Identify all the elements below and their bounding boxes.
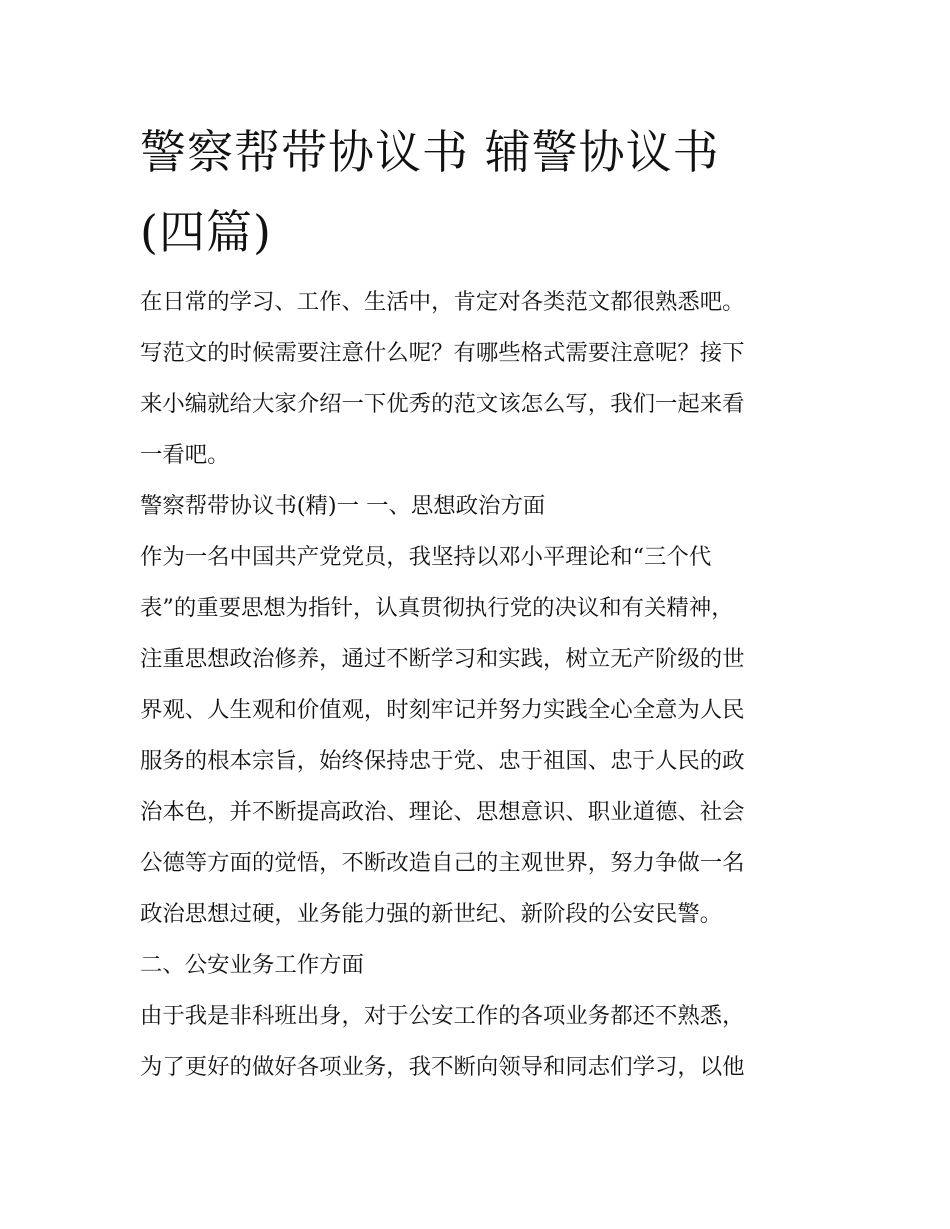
body-line-11: 治本色，并不断提高政治、理论、思想意识、职业道德、社会 bbox=[140, 799, 745, 825]
body-line-7: 表”的重要思想为指针，认真贯彻执行党的决议和有关精神， bbox=[140, 595, 734, 621]
body-line-16: 为了更好的做好各项业务，我不断向领导和同志们学习，以他 bbox=[140, 1054, 745, 1080]
title-line-2: (四篇) bbox=[140, 205, 272, 259]
body-line-4: 一看吧。 bbox=[140, 442, 230, 468]
body-line-3: 来小编就给大家介绍一下优秀的范文该怎么写，我们一起来看 bbox=[140, 391, 745, 417]
title-line-1: 警察帮带协议书 辅警协议书 bbox=[140, 125, 720, 179]
body-line-6: 作为一名中国共产党党员，我坚持以邓小平理论和“三个代 bbox=[140, 544, 712, 570]
body-line-12: 公德等方面的觉悟，不断改造自己的主观世界，努力争做一名 bbox=[140, 850, 745, 876]
body-line-13: 政治思想过硬，业务能力强的新世纪、新阶段的公安民警。 bbox=[140, 901, 723, 927]
body-line-8: 注重思想政治修养，通过不断学习和实践，树立无产阶级的世 bbox=[140, 646, 745, 672]
body-line-10: 服务的根本宗旨，始终保持忠于党、忠于祖国、忠于人民的政 bbox=[140, 748, 745, 774]
document-title bbox=[140, 112, 820, 272]
body-line-2: 写范文的时候需要注意什么呢？有哪些格式需要注意呢？接下 bbox=[140, 340, 745, 366]
body-line-1: 在日常的学习、工作、生活中，肯定对各类范文都很熟悉吧。 bbox=[140, 289, 745, 315]
body-line-9: 界观、人生观和价值观，时刻牢记并努力实践全心全意为人民 bbox=[140, 697, 745, 723]
section-heading-1: 警察帮带协议书(精)一 一、思想政治方面 bbox=[140, 493, 546, 519]
body-line-15: 由于我是非科班出身，对于公安工作的各项业务都还不熟悉， bbox=[140, 1003, 745, 1029]
document-body bbox=[140, 278, 820, 1094]
section-heading-2: 二、公安业务工作方面 bbox=[140, 952, 364, 978]
